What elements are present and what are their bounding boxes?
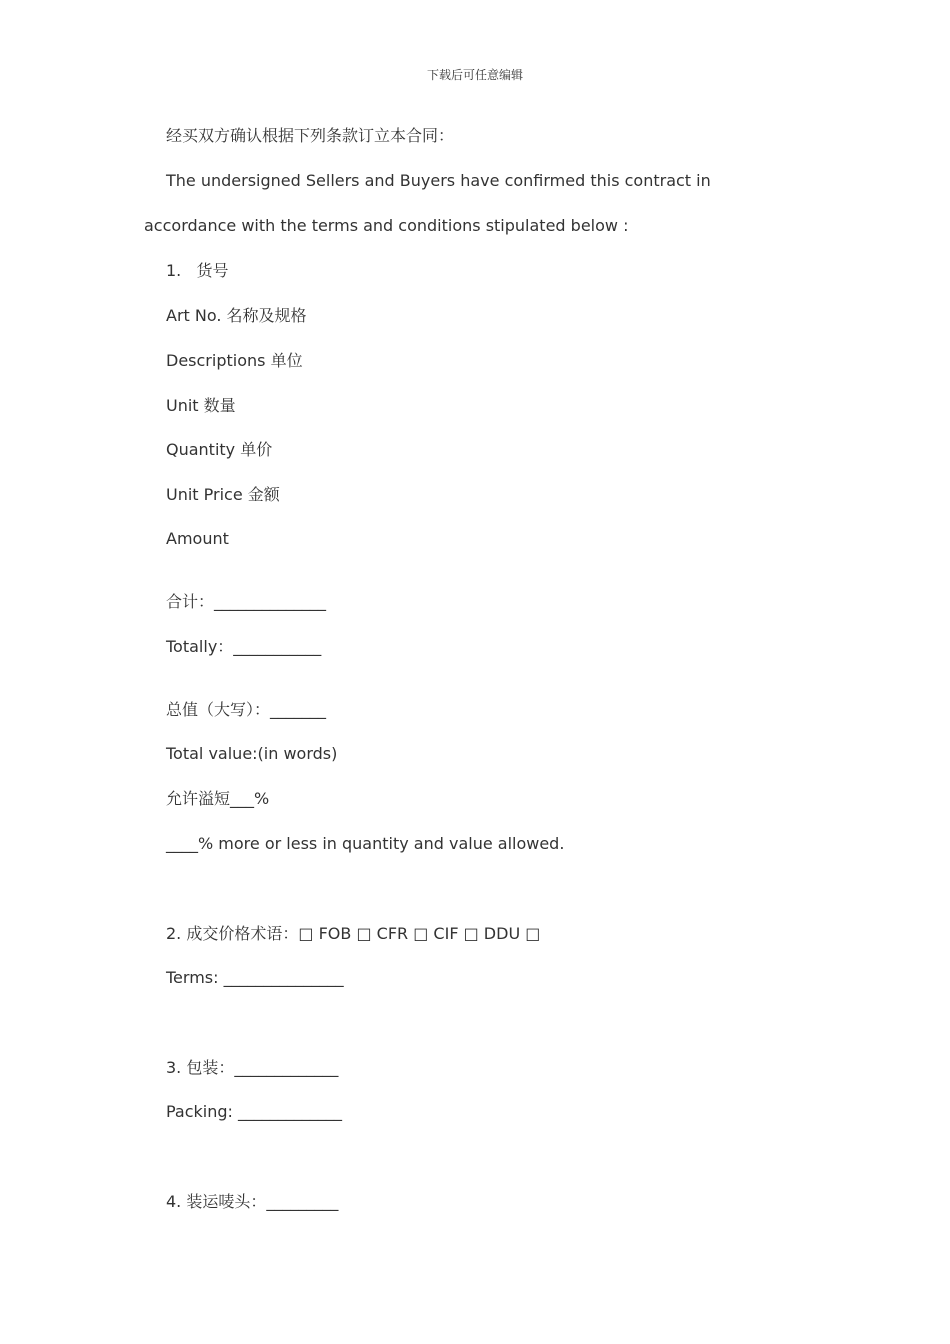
total-en-label: Totally： [166, 637, 234, 656]
item-1-heading [166, 260, 229, 282]
page-header [0, 66, 950, 83]
unit-price-row [166, 484, 280, 506]
tolerance-cn-blank[interactable]: ___% [230, 789, 270, 808]
art-no-cn-label: 货号 [196, 261, 229, 280]
descriptions-cn-label: 名称及规格 [226, 306, 307, 325]
unit-row [166, 395, 236, 417]
item-4-number: 4. [166, 1192, 182, 1211]
unit-en-label: Unit [166, 396, 199, 415]
total-value-cn-blank[interactable]: _______ [270, 700, 327, 719]
descriptions-en-label: Descriptions [166, 351, 266, 370]
packing-cn-label: 包装： [186, 1058, 235, 1077]
item-2-heading [166, 923, 540, 945]
total-value-cn-row [166, 699, 326, 721]
price-terms-checkbox-options[interactable]: □ FOB □ CFR □ CIF □ DDU □ [298, 924, 541, 943]
tolerance-cn-label: 允许溢短 [166, 789, 231, 808]
price-terms-cn-label: 成交价格术语： [186, 924, 299, 943]
item-1-number: 1. [166, 261, 182, 280]
item-4-heading [166, 1191, 338, 1213]
intro-chinese: 经买双方确认根据下列条款订立本合同： [166, 126, 455, 145]
unit-cn-label: 单位 [270, 351, 303, 370]
item-3-number: 3. [166, 1058, 182, 1077]
item-3-heading [166, 1057, 338, 1079]
total-value-cn-label: 总值（大写）： [166, 700, 271, 719]
quantity-row [166, 439, 272, 461]
amount-en-label: Amount [166, 529, 229, 548]
terms-en-row: Terms: _______________ [166, 968, 344, 987]
header-text: 下载后可任意编辑 [426, 68, 523, 82]
total-cn-label: 合计： [166, 592, 215, 611]
art-no-row [166, 305, 307, 327]
total-en-row [166, 636, 321, 658]
unit-price-en-label: Unit Price [166, 485, 243, 504]
shipping-marks-blank[interactable]: _________ [266, 1192, 339, 1211]
shipping-marks-cn-label: 装运唛头： [186, 1192, 267, 1211]
tolerance-cn-row [166, 788, 269, 810]
total-cn-blank[interactable]: ______________ [214, 592, 327, 611]
total-en-blank[interactable]: ___________ [233, 637, 322, 656]
packing-cn-blank[interactable]: _____________ [234, 1058, 339, 1077]
intro-english-line-1: The undersigned Sellers and Buyers have confirmed this contract in [166, 171, 711, 190]
total-value-en-label: Total value:(in words) [166, 744, 338, 763]
total-cn-row [166, 591, 326, 613]
item-2-number: 2. [166, 924, 182, 943]
tolerance-en-label: ____% more or less in quantity and value allowed. [166, 834, 565, 853]
art-no-en-label: Art No. [166, 306, 222, 325]
intro-english-line-2: accordance with the terms and conditions stipulated below : [144, 216, 629, 235]
amount-cn-label: 金额 [247, 485, 280, 504]
packing-en-row: Packing: _____________ [166, 1102, 343, 1121]
quantity-cn-label: 数量 [203, 396, 236, 415]
quantity-en-label: Quantity [166, 440, 236, 459]
unit-price-cn-label: 单价 [240, 440, 273, 459]
amount-row [166, 528, 229, 550]
descriptions-row [166, 350, 303, 372]
